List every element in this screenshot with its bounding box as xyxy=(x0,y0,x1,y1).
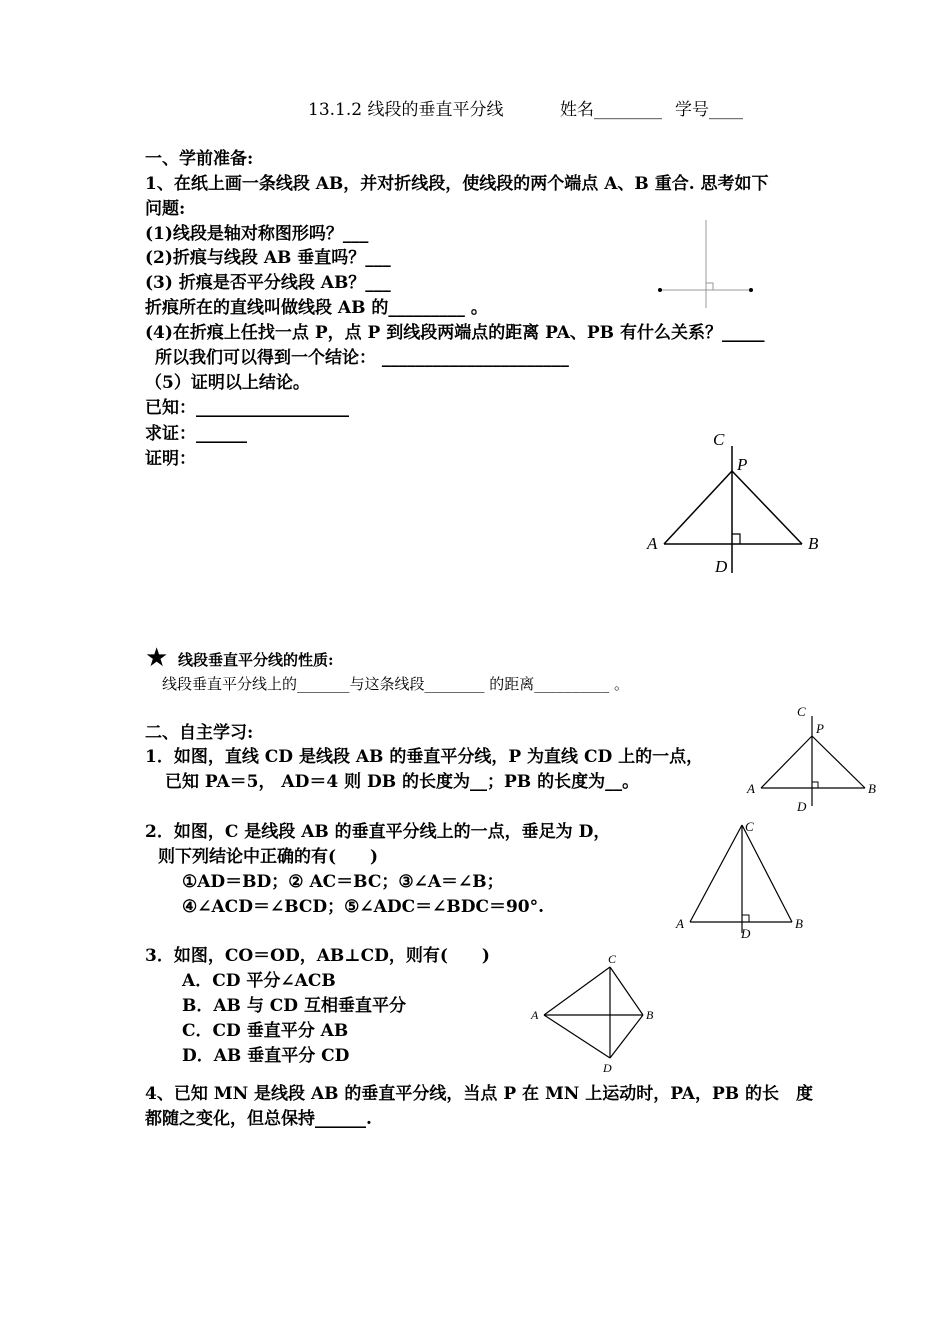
section1-q1-line2: 问题: xyxy=(145,199,186,219)
right-angle-mark xyxy=(742,915,749,922)
label-d: D xyxy=(741,926,751,941)
known-line: 已知：__________________ xyxy=(145,398,349,418)
label-a: A xyxy=(531,1008,539,1022)
section2-q4-line2: 都随之变化，但总保持______. xyxy=(145,1109,372,1129)
label-d: D xyxy=(603,1061,612,1075)
side-ad xyxy=(544,1015,610,1058)
right-angle-mark xyxy=(706,283,713,290)
label-p: P xyxy=(816,721,824,736)
label-b: B xyxy=(868,781,876,796)
endpoint-a xyxy=(658,288,662,292)
section2-q4-line1: 4、已知 MN 是线段 AB 的垂直平分线，当点 P 在 MN 上运动时，PA，PB 的长 度 xyxy=(145,1084,814,1104)
section1-q1-f: 所以我们可以得到一个结论： ______________________ xyxy=(155,348,569,368)
student-number-field: 学号____ xyxy=(675,100,743,120)
side-ac xyxy=(690,825,742,922)
endpoint-b xyxy=(749,288,753,292)
label-d: D xyxy=(797,799,807,814)
side-ap xyxy=(664,471,732,544)
prove-line: 求证：______ xyxy=(145,424,247,444)
q3-option-a: A．CD 平分∠ACB xyxy=(182,971,336,991)
section2-q3-line1: 3．如图，CO＝OD，AB⊥CD，则有( ) xyxy=(145,946,490,966)
section2-q1-line1: 1．如图，直线 CD 是线段 AB 的垂直平分线，P 为直线 CD 上的一点， xyxy=(145,747,704,767)
label-a: A xyxy=(747,781,755,796)
q3-option-b: B．AB 与 CD 互相垂直平分 xyxy=(182,996,406,1016)
side-ap xyxy=(761,736,812,788)
section2-q2-line1: 2．如图，C 是线段 AB 的垂直平分线上的一点，垂足为 D， xyxy=(145,822,611,842)
label-p: P xyxy=(737,455,748,474)
side-pb xyxy=(732,471,802,544)
side-bd xyxy=(610,1015,643,1058)
proof-line: 证明： xyxy=(145,449,196,469)
label-d: D xyxy=(715,557,728,576)
section1-q1-e: (4)在折痕上任找一点 P，点 P 到线段两端点的距离 PA、PB 有什么关系？_____ xyxy=(145,323,765,343)
section1-heading: 一、学前准备: xyxy=(145,149,254,169)
question3-figure xyxy=(528,950,663,1078)
fold-figure xyxy=(655,220,755,320)
section2-q2-line4: ④∠ACD＝∠BCD；⑤∠ADC＝∠BDC＝90°. xyxy=(182,897,545,917)
section2-heading: 二、自主学习: xyxy=(145,723,254,743)
section1-q1-d: 折痕所在的直线叫做线段 AB 的_________ 。 xyxy=(145,298,488,318)
proof-figure xyxy=(640,428,830,583)
section2-q2-line3: ①AD＝BD；② AC＝BC；③∠A＝∠B； xyxy=(182,872,504,892)
section1-q1-line1: 1、在纸上画一条线段 AB，并对折线段，使线段的两个端点 A、B 重合. 思考如下 xyxy=(145,174,769,194)
label-a: A xyxy=(676,916,684,931)
section2-q2-line2: 则下列结论中正确的有( ) xyxy=(158,847,379,867)
label-b: B xyxy=(795,916,803,931)
label-b: B xyxy=(808,534,819,553)
q3-option-d: D．AB 垂直平分 CD xyxy=(182,1046,350,1066)
question2-figure xyxy=(672,815,812,945)
name-field: 姓名________ xyxy=(560,100,662,120)
star-icon: ★ xyxy=(145,643,169,673)
side-ca xyxy=(544,967,610,1015)
property-line: 线段垂直平分线上的_______与这条线段________ 的距离__________ 。 xyxy=(162,675,630,693)
side-cb xyxy=(610,967,643,1015)
side-pb xyxy=(812,736,865,788)
label-b: B xyxy=(646,1008,654,1022)
page-title: 13.1.2 线段的垂直平分线 xyxy=(308,100,504,120)
label-c: C xyxy=(713,430,725,449)
label-a: A xyxy=(647,534,658,553)
section1-q1-g: （5）证明以上结论。 xyxy=(145,373,310,393)
property-title: 线段垂直平分线的性质: xyxy=(178,651,334,669)
right-angle-mark xyxy=(812,782,818,788)
label-c: C xyxy=(745,819,754,834)
section2-q1-line2: 已知 PA＝5， AD＝4 则 DB 的长度为__；PB 的长度为__。 xyxy=(165,772,640,792)
section1-q1-c: (3) 折痕是否平分线段 AB？___ xyxy=(145,273,391,293)
side-cb xyxy=(742,825,792,922)
label-c: C xyxy=(608,952,617,966)
section1-q1-b: (2)折痕与线段 AB 垂直吗？___ xyxy=(145,248,391,268)
right-angle-mark xyxy=(732,534,740,544)
question1-figure xyxy=(745,702,885,817)
q3-option-c: C．CD 垂直平分 AB xyxy=(182,1021,349,1041)
section1-q1-a: (1)线段是轴对称图形吗？___ xyxy=(145,224,369,244)
label-c: C xyxy=(797,704,806,719)
